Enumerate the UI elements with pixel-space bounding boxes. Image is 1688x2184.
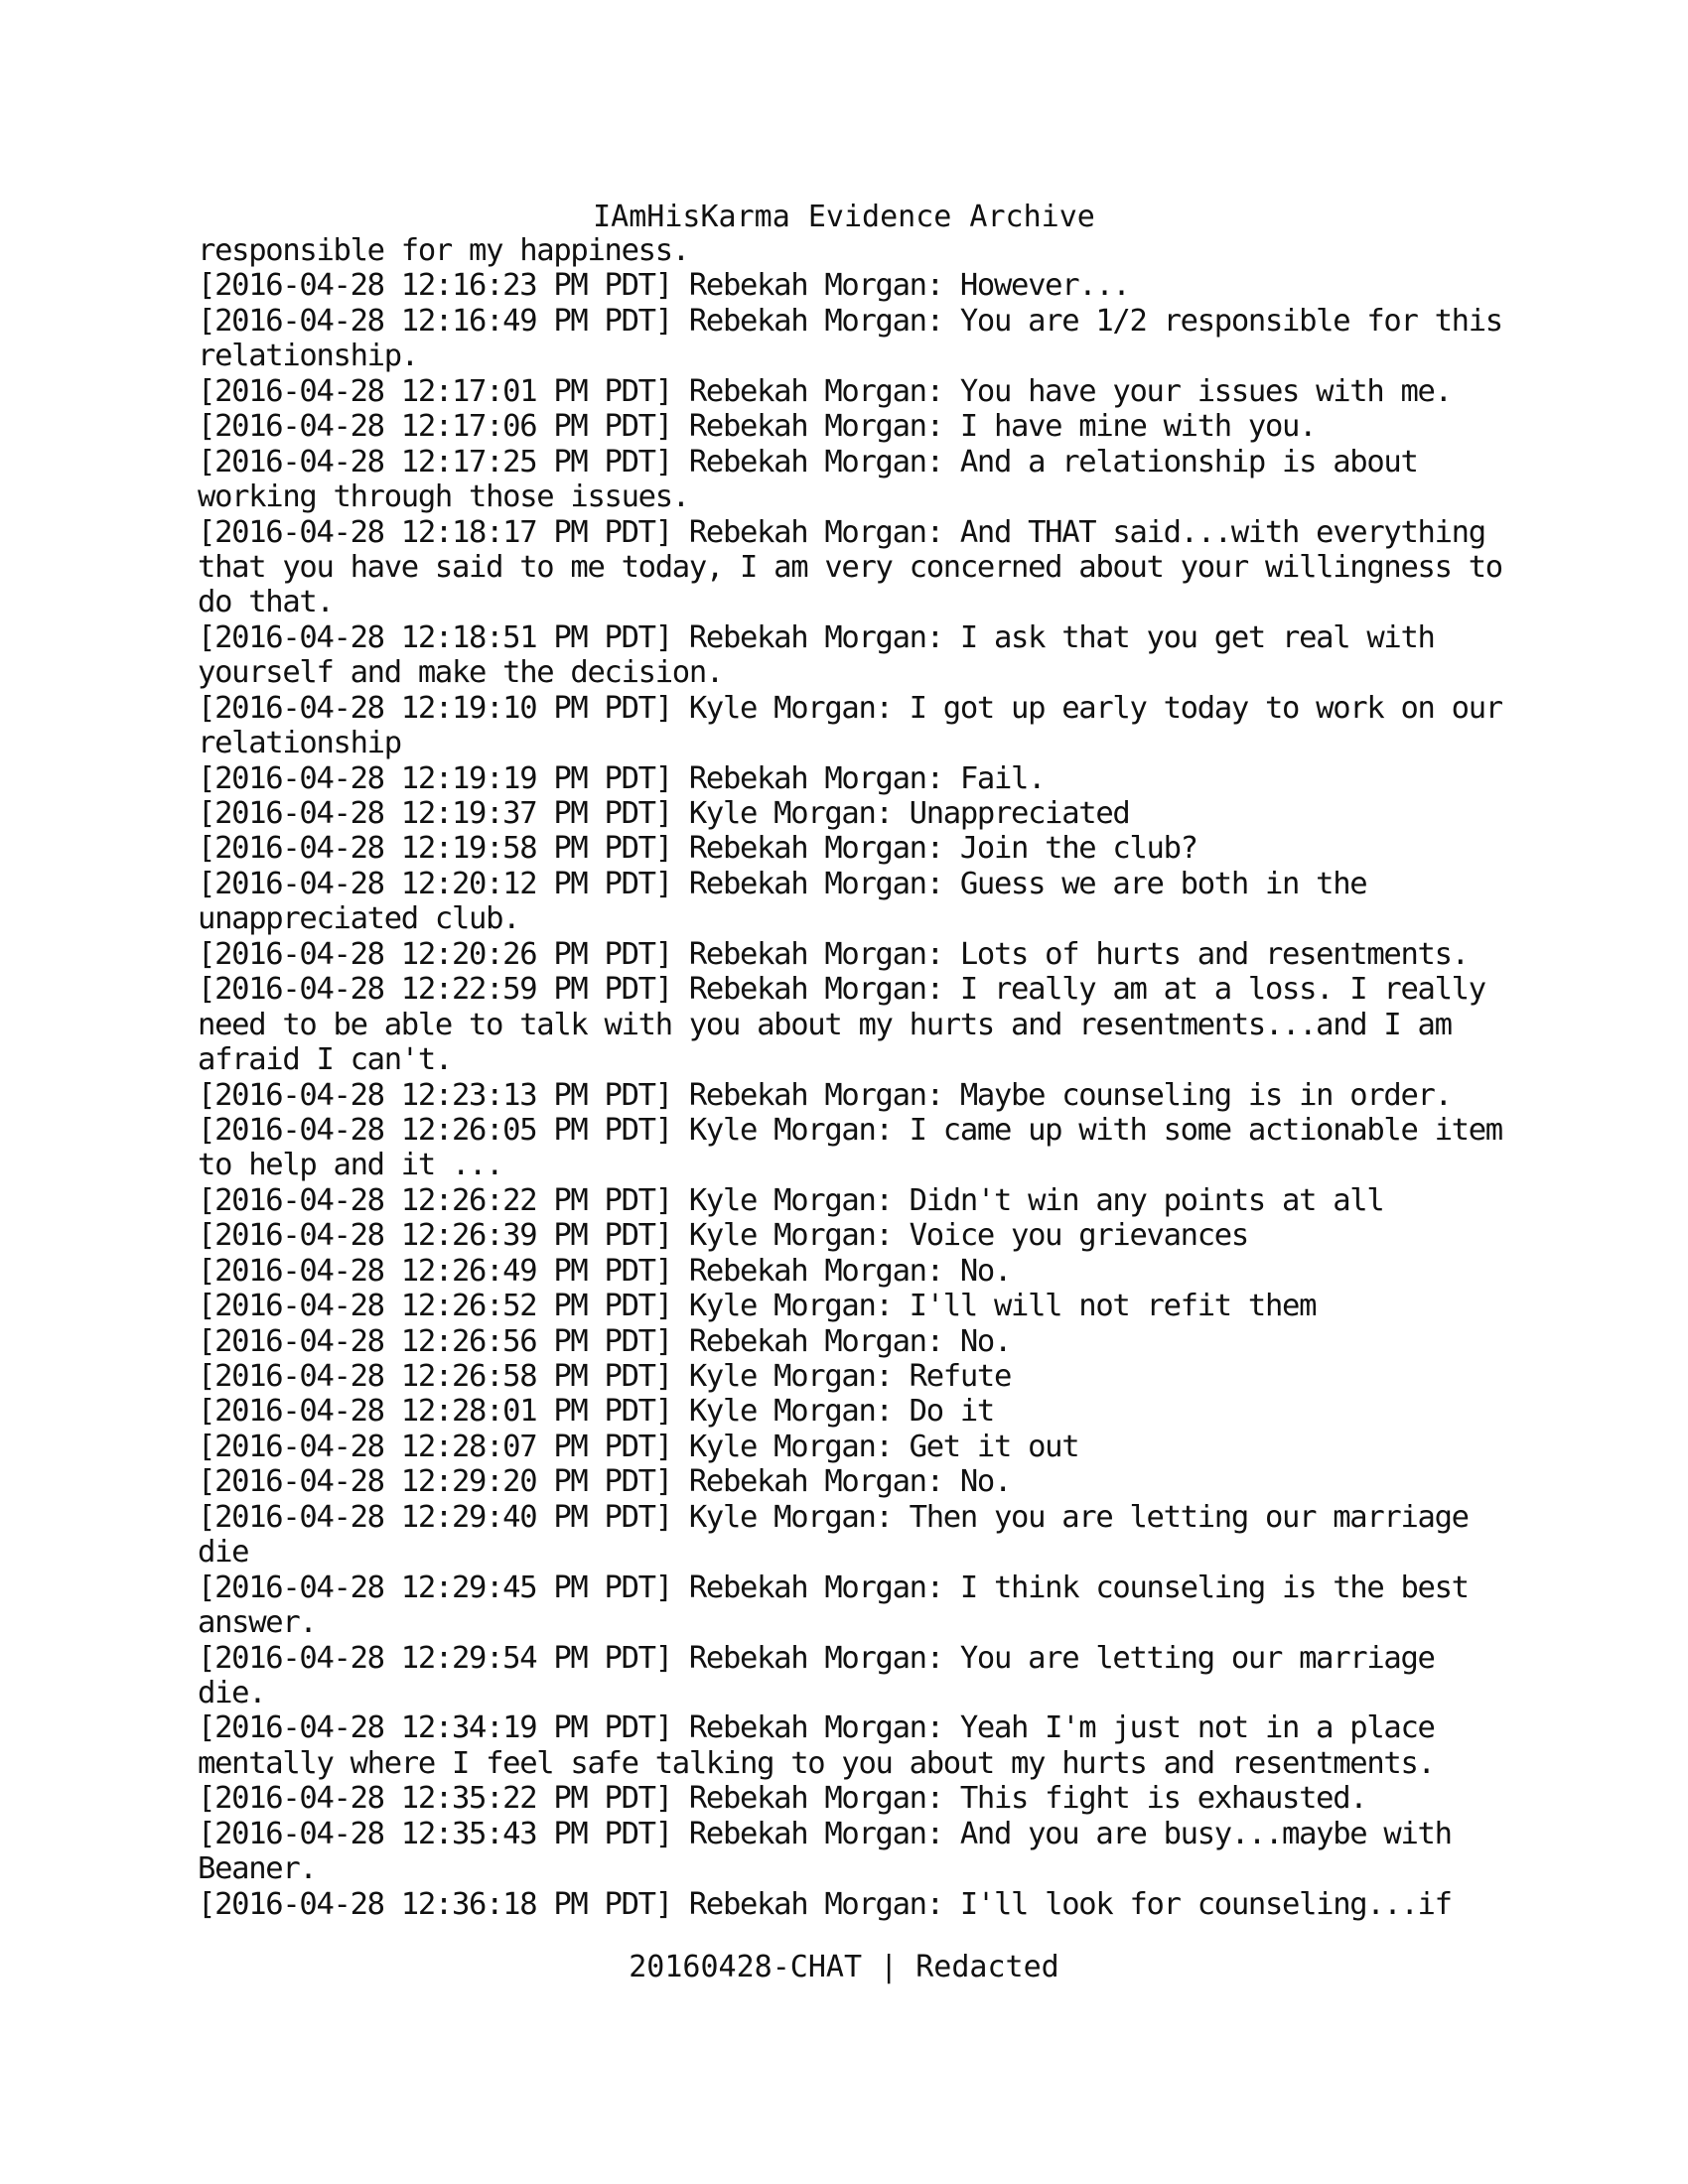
transcript-line: [2016-04-28 12:26:56 PM PDT] Rebekah Morgan: No. — [198, 1323, 1012, 1359]
transcript-line: [2016-04-28 12:29:54 PM PDT] Rebekah Morgan: You are letting our marriage — [198, 1640, 1435, 1676]
transcript-line: die — [198, 1535, 249, 1570]
transcript-line: that you have said to me today, I am very concerned about your willingness to — [198, 549, 1502, 585]
transcript-line: to help and it ... — [198, 1148, 503, 1183]
transcript-line: [2016-04-28 12:17:06 PM PDT] Rebekah Morgan: I have mine with you. — [198, 409, 1317, 445]
transcript-line: [2016-04-28 12:35:43 PM PDT] Rebekah Morgan: And you are busy...maybe with — [198, 1816, 1452, 1851]
transcript-line: [2016-04-28 12:19:37 PM PDT] Kyle Morgan: Unappreciated — [198, 796, 1130, 831]
transcript-line: responsible for my happiness. — [198, 233, 689, 268]
transcript-line: answer. — [198, 1605, 317, 1641]
transcript-line: afraid I can't. — [198, 1042, 452, 1078]
transcript-line: [2016-04-28 12:28:07 PM PDT] Kyle Morgan: Get it out — [198, 1429, 1079, 1464]
transcript-line: [2016-04-28 12:36:18 PM PDT] Rebekah Morgan: I'll look for counseling...if — [198, 1886, 1452, 1922]
transcript-line: [2016-04-28 12:26:05 PM PDT] Kyle Morgan: I came up with some actionable item — [198, 1112, 1502, 1148]
transcript-line: [2016-04-28 12:22:59 PM PDT] Rebekah Morgan: I really am at a loss. I really — [198, 972, 1485, 1008]
transcript-line: need to be able to talk with you about my hurts and resentments...and I am — [198, 1007, 1452, 1042]
chat-transcript — [198, 233, 1508, 1922]
transcript-line: [2016-04-28 12:29:45 PM PDT] Rebekah Morgan: I think counseling is the best — [198, 1570, 1469, 1605]
transcript-line: [2016-04-28 12:16:49 PM PDT] Rebekah Morgan: You are 1/2 responsible for this — [198, 303, 1502, 339]
transcript-line: [2016-04-28 12:17:01 PM PDT] Rebekah Morgan: You have your issues with me. — [198, 373, 1452, 409]
transcript-line: [2016-04-28 12:26:49 PM PDT] Rebekah Morgan: No. — [198, 1253, 1012, 1289]
transcript-line: [2016-04-28 12:16:23 PM PDT] Rebekah Morgan: However... — [198, 268, 1130, 304]
transcript-line: die. — [198, 1675, 266, 1710]
transcript-line: relationship — [198, 726, 401, 761]
transcript-line: [2016-04-28 12:29:40 PM PDT] Kyle Morgan: Then you are letting our marriage — [198, 1499, 1469, 1535]
page-footer-label: 20160428-CHAT | Redacted — [629, 1950, 1059, 1984]
transcript-line: [2016-04-28 12:17:25 PM PDT] Rebekah Morgan: And a relationship is about — [198, 444, 1418, 479]
transcript-line: mentally where I feel safe talking to you about my hurts and resentments. — [198, 1745, 1435, 1781]
transcript-line: [2016-04-28 12:26:58 PM PDT] Kyle Morgan: Refute — [198, 1359, 1012, 1394]
page-header-title: IAmHisKarma Evidence Archive — [593, 200, 1095, 234]
transcript-line: [2016-04-28 12:20:26 PM PDT] Rebekah Morgan: Lots of hurts and resentments. — [198, 936, 1469, 972]
transcript-line: relationship. — [198, 339, 418, 374]
transcript-line: unappreciated club. — [198, 901, 520, 937]
transcript-line: [2016-04-28 12:19:19 PM PDT] Rebekah Morgan: Fail. — [198, 760, 1046, 796]
transcript-line: working through those issues. — [198, 479, 689, 515]
transcript-line: [2016-04-28 12:26:22 PM PDT] Kyle Morgan: Didn't win any points at all — [198, 1182, 1384, 1218]
transcript-line: [2016-04-28 12:18:17 PM PDT] Rebekah Morgan: And THAT said...with everything — [198, 514, 1485, 550]
transcript-line: Beaner. — [198, 1851, 317, 1887]
transcript-line: [2016-04-28 12:18:51 PM PDT] Rebekah Morgan: I ask that you get real with — [198, 619, 1435, 655]
transcript-line: [2016-04-28 12:19:10 PM PDT] Kyle Morgan: I got up early today to work on our — [198, 690, 1502, 726]
transcript-line: [2016-04-28 12:26:39 PM PDT] Kyle Morgan: Voice you grievances — [198, 1218, 1248, 1254]
transcript-line: [2016-04-28 12:19:58 PM PDT] Rebekah Morgan: Join the club? — [198, 831, 1197, 867]
transcript-line: [2016-04-28 12:23:13 PM PDT] Rebekah Morgan: Maybe counseling is in order. — [198, 1077, 1452, 1113]
transcript-line: [2016-04-28 12:29:20 PM PDT] Rebekah Morgan: No. — [198, 1464, 1012, 1500]
transcript-line: [2016-04-28 12:20:12 PM PDT] Rebekah Morgan: Guess we are both in the — [198, 866, 1367, 901]
transcript-line: yourself and make the decision. — [198, 655, 723, 691]
transcript-line: [2016-04-28 12:35:22 PM PDT] Rebekah Morgan: This fight is exhausted. — [198, 1781, 1367, 1817]
transcript-line: do that. — [198, 585, 334, 620]
transcript-line: [2016-04-28 12:28:01 PM PDT] Kyle Morgan: Do it — [198, 1394, 994, 1430]
transcript-line: [2016-04-28 12:34:19 PM PDT] Rebekah Morgan: Yeah I'm just not in a place — [198, 1710, 1435, 1746]
transcript-line: [2016-04-28 12:26:52 PM PDT] Kyle Morgan: I'll will not refit them — [198, 1289, 1317, 1324]
